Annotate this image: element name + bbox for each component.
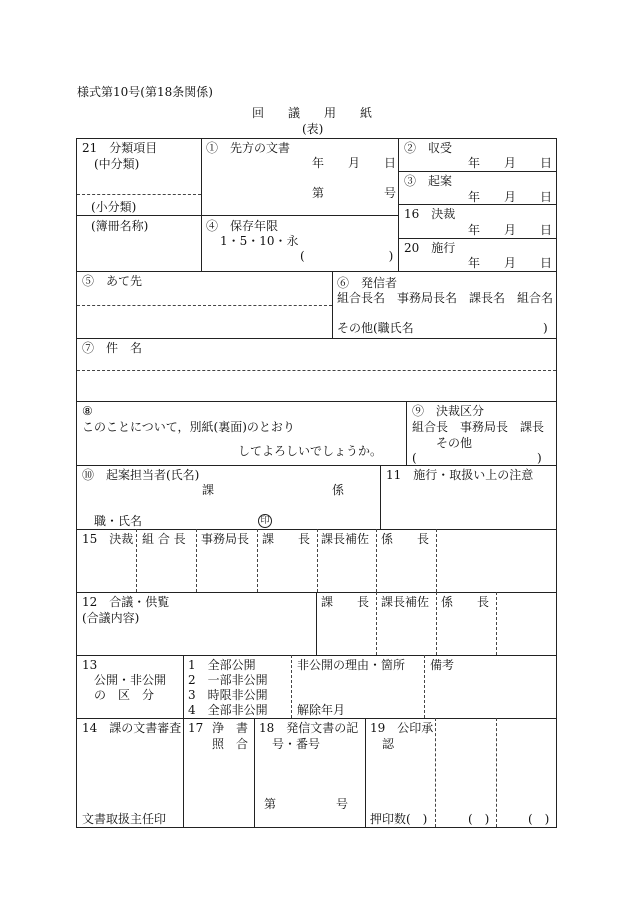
sender-other: その他(職氏名 (337, 321, 414, 335)
sender-titles: 組合長名 事務局長名 課長名 組合名 (337, 291, 554, 305)
draft-label: ③ 起案 (404, 174, 453, 188)
subject-label: ⑦ 件 名 (82, 341, 143, 355)
consult-col-manager: 課 長 (321, 595, 370, 609)
clean-copy-number: 17 (188, 721, 204, 735)
disclosure-option-1: 1 全部公開 (188, 658, 256, 672)
disclosure-label-1: 公開・非公開 (94, 673, 167, 687)
enforce-label: 20 施行 (404, 241, 456, 255)
sent-number: 第 号 (264, 797, 349, 811)
seal-count: 押印数( ) (370, 812, 428, 826)
classification-label: 21 分類項目 (82, 141, 158, 155)
decision-date: 年 月 日 (468, 223, 553, 237)
consult-col-assistant: 課長補佐 (381, 595, 430, 609)
sender-other-close: ) (543, 321, 548, 335)
middle-category-label: (中分類) (94, 157, 140, 171)
enforce-date: 年 月 日 (468, 256, 553, 270)
disclosure-option-2: 2 一部非公開 (188, 673, 268, 687)
decision-class-other: その他 (436, 436, 473, 450)
approval-label: 15 決裁 (82, 532, 134, 546)
notes-label: 11 施行・取扱い上の注意 (386, 468, 534, 482)
disclosure-number: 13 (82, 658, 98, 672)
drafter-label: ⑩ 起案担当者(氏名) (82, 468, 200, 482)
origin-doc-date: 年 月 日 (312, 156, 397, 170)
seal-count-paren-2: ( ) (528, 812, 550, 826)
decision-class-paren-close: ) (537, 451, 542, 465)
decision-class-paren-open: ( (412, 451, 417, 465)
doc-review-seal: 文書取扱主任印 (82, 812, 167, 826)
disclosure-remarks: 備考 (430, 658, 455, 672)
drafter-section: 課 (202, 483, 215, 497)
origin-doc-number: 第 号 (312, 186, 397, 200)
origin-doc-label: ① 先方の文書 (206, 141, 291, 155)
disclosure-option-3: 3 時限非公開 (188, 688, 268, 702)
drafter-subsection: 係 (332, 483, 345, 497)
clean-copy-check: 照 合 (212, 737, 249, 751)
retention-label: ④ 保存年限 (206, 219, 279, 233)
disclosure-reason: 非公開の理由・箇所 (297, 658, 406, 672)
official-seal-label-2: 認 (382, 737, 395, 751)
approval-col-secretary: 事務局長 (201, 532, 250, 546)
ledger-name-label: (簿冊名称) (91, 219, 149, 233)
seal-count-paren-1: ( ) (468, 812, 490, 826)
disclosure-label-2: の 区 分 (94, 688, 155, 702)
clean-copy-label: 浄 書 (212, 721, 249, 735)
receipt-date: 年 月 日 (468, 156, 553, 170)
form-side-label: (表) (302, 122, 324, 136)
body-number: ⑧ (82, 404, 93, 418)
decision-class-label: ⑨ 決裁区分 (412, 404, 485, 418)
retention-options: 1・5・10・永 (220, 234, 299, 248)
small-category-label: (小分類) (91, 200, 137, 214)
form-number: 様式第10号(第18条関係) (77, 85, 213, 99)
receipt-label: ② 収受 (404, 141, 453, 155)
retention-paren: ( ) (300, 249, 394, 263)
draft-date: 年 月 日 (468, 190, 553, 204)
consult-col-chief: 係 長 (441, 595, 490, 609)
disclosure-release: 解除年月 (297, 703, 346, 717)
sent-record-label: 18 発信文書の記 (259, 721, 359, 735)
consult-sub: (合議内容) (82, 611, 140, 625)
approval-col-chief: 係 長 (381, 532, 430, 546)
form-title: 回 議 用 紙 (252, 106, 373, 120)
drafter-name-label: 職・氏名 (94, 514, 143, 528)
decision-label: 16 決裁 (404, 207, 456, 221)
official-seal-label: 19 公印承 (370, 721, 434, 735)
approval-col-assistant: 課長補佐 (321, 532, 370, 546)
doc-review-label: 14 課の文書審査 (82, 721, 182, 735)
seal-mark-icon: 印 (258, 514, 272, 528)
sent-record-label-2: 号・番号 (272, 737, 321, 751)
sender-label: ⑥ 発信者 (337, 276, 398, 290)
decision-class-titles: 組合長 事務局長 課長 (412, 420, 545, 434)
consult-label: 12 合議・供覧 (82, 595, 170, 609)
disclosure-option-4: 4 全部非公開 (188, 703, 268, 717)
addressee-label: ⑤ あて先 (82, 274, 143, 288)
approval-col-chairman: 組 合 長 (142, 532, 186, 546)
body-line-1: このことについて，別紙(裏面)のとおり (82, 420, 295, 434)
approval-col-manager: 課 長 (262, 532, 311, 546)
body-line-2: してよろしいでしょうか。 (238, 444, 383, 458)
